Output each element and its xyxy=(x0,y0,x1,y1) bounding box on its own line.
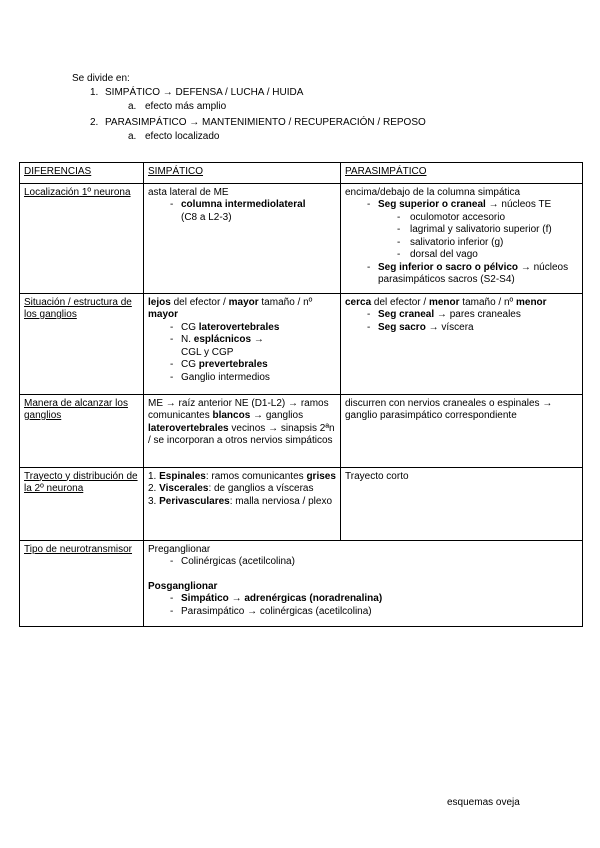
cell-text: asta lateral de ME xyxy=(148,186,229,198)
table-header-row xyxy=(20,163,583,184)
table-row xyxy=(20,394,583,467)
list-item: - Seg sacro → víscera xyxy=(367,321,474,333)
cell-text: lejos del efector / mayor tamaño / nº mayor xyxy=(148,296,313,320)
list-item: - CG prevertebrales xyxy=(170,359,268,370)
list-item-continuation: (C8 a L2-3) xyxy=(181,211,232,223)
item-text: PARASIMPÁTICO → MANTENIMIENTO / RECUPERACIÓN / REPOSO xyxy=(105,117,426,128)
simpatico-cell xyxy=(144,293,341,394)
header-diferencias: DIFERENCIAS xyxy=(20,163,144,184)
simpatico-cell xyxy=(144,467,341,540)
simpatico-cell xyxy=(144,183,341,293)
parasimpatico-cell: discurren con nervios craneales o espinales → ganglio parasimpático correspondiente xyxy=(341,394,583,467)
list-item: - Seg superior o craneal → núcleos TE xyxy=(367,199,552,210)
nucleus-item: - oculomotor accesorio xyxy=(397,211,506,223)
row-label: Tipo de neurotransmisor xyxy=(20,540,144,626)
list-item: - N. esplácnicos → xyxy=(170,334,264,345)
item-number: 1. xyxy=(90,87,99,98)
cell-text: ME → raíz anterior NE (D1-L2) → ramos comunicantes blancos → ganglios laterovertebrales vecinos → sinapsis 2ªn / se incorporan a otros nervios simpáticos xyxy=(148,397,335,446)
item-text: SIMPÁTICO → DEFENSA / LUCHA / HUIDA xyxy=(105,87,304,98)
list-item: - Ganglio intermedios xyxy=(170,371,270,383)
parasimpatico-cell xyxy=(341,293,583,394)
footer-text: esquemas oveja xyxy=(447,797,520,808)
row-label: Manera de alcanzar los ganglios xyxy=(20,394,144,467)
intro-section xyxy=(72,72,552,146)
list-item: - columna intermediolateral xyxy=(170,199,306,210)
subitem-letter: a. xyxy=(128,131,137,142)
differences-table xyxy=(19,162,583,627)
table-row xyxy=(20,183,583,293)
list-item: - CG laterovertebrales xyxy=(170,321,280,333)
table-row xyxy=(20,540,583,626)
simpatico-cell xyxy=(144,394,341,467)
list-item: - Seg craneal → pares craneales xyxy=(367,309,521,320)
cell-text: 3. Perivasculares: malla nerviosa / plexo xyxy=(148,495,333,507)
row-label: Localización 1º neurona xyxy=(20,183,144,293)
cell-text: 2. Viscerales: de ganglios a vísceras xyxy=(148,483,314,494)
cell-text: Posganglionar xyxy=(148,580,218,592)
intro-heading: Se divide en: xyxy=(72,73,130,84)
subitem-text: efecto localizado xyxy=(145,131,220,142)
header-simpatico: SIMPÁTICO xyxy=(144,163,341,184)
row-label: Situación / estructura de los ganglios xyxy=(20,293,144,394)
nucleus-item: - lagrimal y salivatorio superior (f) xyxy=(397,224,552,235)
parasimpatico-cell xyxy=(341,183,583,293)
parasimpatico-cell: Trayecto corto xyxy=(341,467,583,540)
list-item: - Seg inferior o sacro o pélvico → núcleos parasimpáticos sacros (S2-S4) xyxy=(367,261,569,285)
table-row xyxy=(20,293,583,394)
intro-item-2 xyxy=(72,116,552,144)
subitem-letter: a. xyxy=(128,101,137,112)
list-item: - Colinérgicas (acetilcolina) xyxy=(170,556,295,567)
cell-text: Preganglionar xyxy=(148,543,211,555)
list-item-continuation: CGL y CGP xyxy=(181,346,234,358)
table-row xyxy=(20,467,583,540)
cell-text: 1. Espinales: ramos comunicantes grises xyxy=(148,470,336,482)
subitem-text: efecto más amplio xyxy=(145,101,227,112)
list-item: - Simpático → adrenérgicas (noradrenalina) xyxy=(170,593,383,604)
neurotransmisor-cell xyxy=(144,540,583,626)
row-label: Trayecto y distribución de la 2º neurona xyxy=(20,467,144,540)
nucleus-item: - dorsal del vago xyxy=(397,249,478,260)
cell-text: cerca del efector / menor tamaño / nº menor xyxy=(345,296,547,308)
list-item: - Parasimpático → colinérgicas (acetilcolina) xyxy=(170,605,372,617)
cell-text: encima/debajo de la columna simpática xyxy=(345,186,521,198)
header-parasimpatico: PARASIMPÁTICO xyxy=(341,163,583,184)
item-number: 2. xyxy=(90,117,99,128)
intro-item-1 xyxy=(72,86,552,114)
nucleus-item: - salivatorio inferior (g) xyxy=(397,236,504,248)
